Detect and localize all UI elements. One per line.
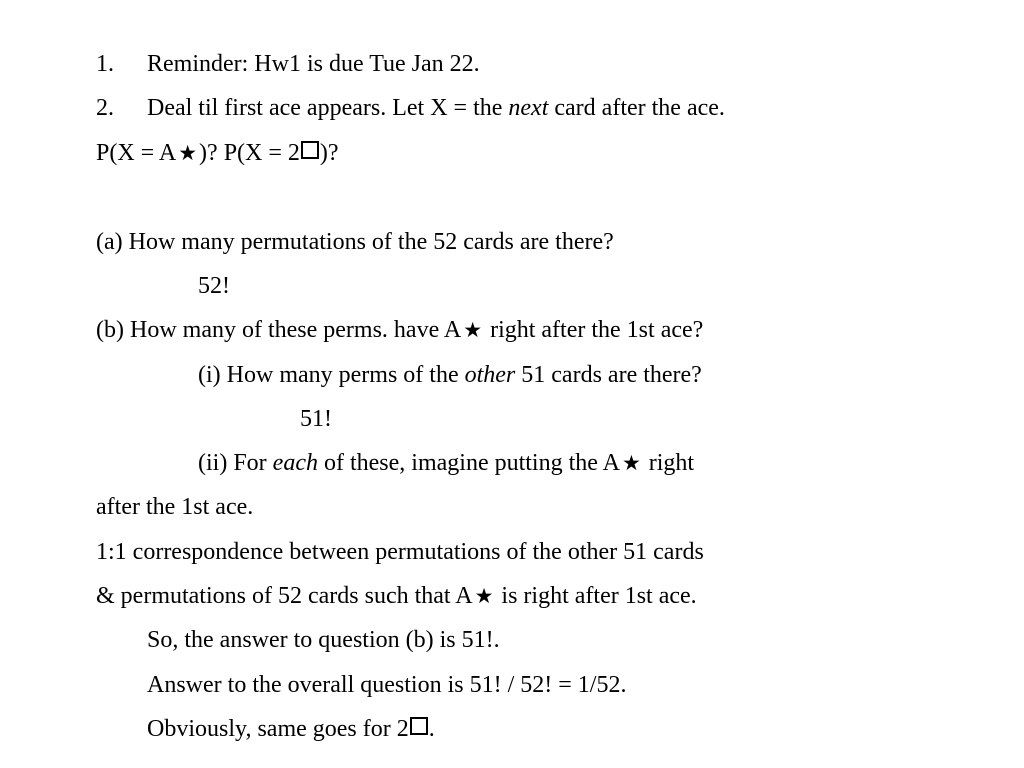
conclusion-text-pre: Obviously, same goes for 2 [147,716,409,742]
conclusion-line-3 [147,714,435,744]
part-b-text-pre: (b) How many of these perms. have A [96,317,462,343]
conclusion-line-2: Answer to the overall question is 51! / 52! = 1/52. [147,672,627,698]
question-text-2: )? P(X = 2 [199,140,300,166]
part-b-ii-continuation: after the 1st ace. [96,494,254,520]
part-b-i-answer: 51! [300,406,332,432]
problem-text-em: next [508,95,549,121]
problem-statement-line [96,93,725,123]
part-b-ii-text-pre: (ii) For [198,450,273,476]
correspondence-text-pre: & permutations of 52 cards such that A [96,583,473,609]
square-suit-icon [410,717,428,735]
problem-text-pre: Deal til first ace appears. Let X = the [147,95,509,121]
conclusion-text-post: . [428,716,435,742]
part-b-ii-line [198,448,694,478]
square-suit-icon [301,141,319,159]
part-b-i-text-pre: (i) How many perms of the [198,362,465,388]
part-b-ii-text-post: right [642,450,695,476]
correspondence-text-post: is right after 1st ace. [495,583,697,609]
correspondence-line-1: 1:1 correspondence between permutations of the other 51 cards [96,539,704,565]
part-b-i-question [198,360,702,390]
part-b-ii-text-em: each [272,450,318,476]
part-a-answer: 52! [198,273,230,299]
star-icon: ★ [178,141,198,165]
correspondence-line-2 [96,581,697,611]
question-text-3: )? [319,140,339,166]
item-number: 2. [96,95,114,121]
question-line [96,138,339,168]
part-b-text-post: right after the 1st ace? [484,317,704,343]
part-b-ii-text-mid: of these, imagine putting the A [317,450,620,476]
reminder-text: Reminder: Hw1 is due Tue Jan 22. [147,51,480,77]
star-icon: ★ [474,584,494,608]
conclusion-line-1: So, the answer to question (b) is 51!. [147,627,500,653]
star-icon: ★ [621,451,641,475]
part-b-i-text-em: other [464,362,516,388]
reminder-line [96,49,480,79]
item-number: 1. [96,51,114,77]
star-icon: ★ [463,318,483,342]
part-a-question: (a) How many permutations of the 52 cards are there? [96,229,614,255]
question-text-1: P(X = A [96,140,177,166]
part-b-question [96,315,703,345]
part-b-i-text-post: 51 cards are there? [515,362,702,388]
problem-text-post: card after the ace. [548,95,725,121]
